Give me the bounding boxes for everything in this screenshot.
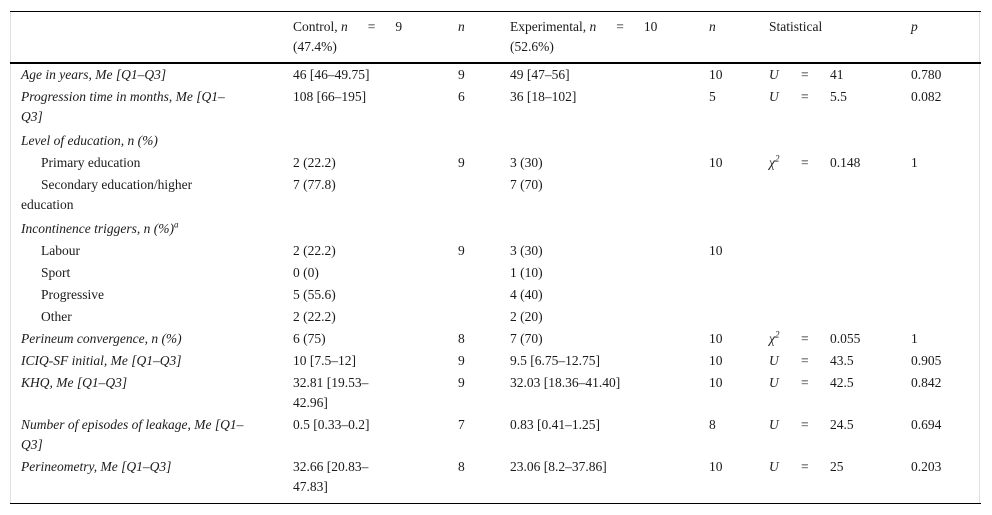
cell-experimental: 49 [47–56] — [510, 67, 570, 82]
cell-n-control: 9 — [458, 243, 465, 258]
cell-statistic: U = 25 — [769, 459, 844, 474]
cell-n-experimental: 10 — [709, 67, 723, 82]
row-label: Perineometry, Me [Q1–Q3] — [21, 459, 172, 474]
section-label: Level of education, n (%) — [21, 133, 158, 148]
cell-n-experimental: 5 — [709, 89, 716, 104]
row-label: Sport — [41, 265, 71, 280]
row-label: Labour — [41, 243, 80, 258]
cell-n-experimental: 10 — [709, 459, 723, 474]
cell-experimental: 3 (30) — [510, 243, 543, 258]
cell-statistic: $\chi^2 = 0.148$ — [769, 153, 861, 170]
cell-control: 7 (77.8) — [293, 177, 336, 192]
header-control: Control, n = 9 (47.4%) — [293, 19, 403, 54]
row-label: Primary education — [41, 155, 141, 170]
table-header-rule — [10, 62, 981, 64]
table-bottom-rule — [10, 503, 981, 504]
cell-statistic: $\chi^2 = 0.055$ — [769, 329, 861, 346]
header-statistical: Statistical — [769, 19, 823, 34]
header-experimental: Experimental, n = 10 (52.6%) — [510, 19, 658, 54]
cell-n-control: 9 — [458, 67, 465, 82]
header-p: p — [911, 19, 918, 34]
cell-n-experimental: 10 — [709, 331, 723, 346]
cell-control: 2 (22.2) — [293, 155, 336, 170]
cell-statistic: U = 41 — [769, 67, 844, 82]
cell-n-experimental: 10 — [709, 375, 723, 390]
cell-experimental: 1 (10) — [510, 265, 543, 280]
cell-statistic: U = 42.5 — [769, 375, 854, 390]
cell-p-value: 0.842 — [911, 375, 942, 390]
cell-control: 32.66 [20.83–47.83] — [293, 459, 369, 494]
header-n-experimental: n — [709, 19, 716, 34]
cell-p-value: 0.780 — [911, 67, 942, 82]
cell-control: 2 (22.2) — [293, 309, 336, 324]
cell-n-control: 8 — [458, 331, 465, 346]
cell-control: 10 [7.5–12] — [293, 353, 356, 368]
row-label: KHQ, Me [Q1–Q3] — [21, 375, 128, 390]
header-n-control: n — [458, 19, 465, 34]
row-label: Progressive — [41, 287, 104, 302]
cell-statistic: U = 5.5 — [769, 89, 847, 104]
cell-experimental: 3 (30) — [510, 155, 543, 170]
cell-n-experimental: 10 — [709, 155, 723, 170]
cell-experimental: 7 (70) — [510, 177, 543, 192]
table-top-rule — [10, 11, 981, 12]
row-label: Number of episodes of leakage, Me [Q1–Q3] — [21, 417, 244, 452]
cell-p-value: 1 — [911, 155, 918, 170]
cell-experimental: 32.03 [18.36–41.40] — [510, 375, 621, 390]
row-label: Secondary education/higher education — [21, 177, 193, 212]
cell-p-value: 0.203 — [911, 459, 942, 474]
footnote-marker: a — [173, 219, 179, 230]
cell-n-experimental: 8 — [709, 417, 716, 432]
cell-control: 6 (75) — [293, 331, 326, 346]
cell-experimental: 23.06 [8.2–37.86] — [510, 459, 607, 474]
cell-control: 5 (55.6) — [293, 287, 336, 302]
cell-experimental: 0.83 [0.41–1.25] — [510, 417, 600, 432]
row-label: Other — [41, 309, 72, 324]
cell-n-experimental: 10 — [709, 353, 723, 368]
row-label: ICIQ-SF initial, Me [Q1–Q3] — [21, 353, 182, 368]
cell-n-control: 7 — [458, 417, 465, 432]
cell-p-value: 0.082 — [911, 89, 942, 104]
cell-experimental: 7 (70) — [510, 331, 543, 346]
cell-p-value: 0.694 — [911, 417, 942, 432]
cell-n-control: 8 — [458, 459, 465, 474]
cell-control: 0 (0) — [293, 265, 319, 280]
row-label: Age in years, Me [Q1–Q3] — [21, 67, 167, 82]
cell-n-control: 6 — [458, 89, 465, 104]
cell-control: 0.5 [0.33–0.2] — [293, 417, 370, 432]
cell-statistic: U = 24.5 — [769, 417, 854, 432]
cell-p-value: 1 — [911, 331, 918, 346]
cell-control: 32.81 [19.53–42.96] — [293, 375, 369, 410]
cell-control: 108 [66–195] — [293, 89, 367, 104]
cell-p-value: 0.905 — [911, 353, 942, 368]
cell-experimental: 36 [18–102] — [510, 89, 577, 104]
cell-control: 46 [46–49.75] — [293, 67, 370, 82]
cell-experimental: 9.5 [6.75–12.75] — [510, 353, 600, 368]
section-label: Incontinence triggers, n (%)$^a$ — [21, 219, 179, 236]
cell-n-control: 9 — [458, 353, 465, 368]
cell-n-control: 9 — [458, 155, 465, 170]
row-label: Progression time in months, Me [Q1–Q3] — [21, 89, 225, 124]
row-label: Perineum convergence, n (%) — [21, 331, 182, 346]
cell-n-control: 9 — [458, 375, 465, 390]
cell-n-experimental: 10 — [709, 243, 723, 258]
cell-control: 2 (22.2) — [293, 243, 336, 258]
cell-experimental: 2 (20) — [510, 309, 543, 324]
cell-statistic: U = 43.5 — [769, 353, 854, 368]
cell-experimental: 4 (40) — [510, 287, 543, 302]
